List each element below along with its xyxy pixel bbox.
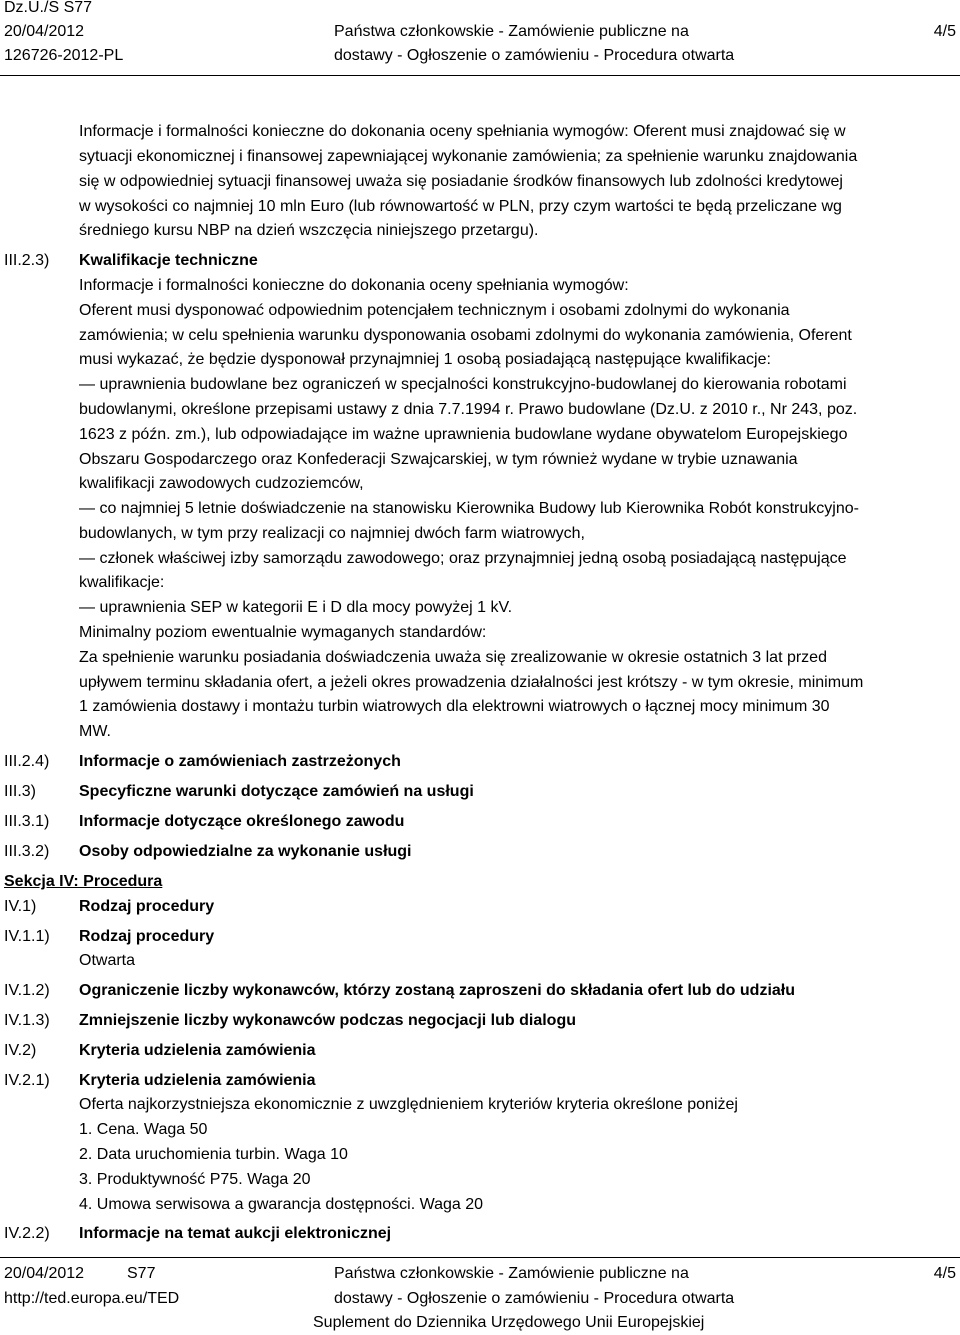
criterion-item: 4. Umowa serwisowa a gwarancja dostępności. Waga 20 — [79, 1196, 484, 1213]
text-line: — co najmniej 5 letnie doświadczenie na stanowisku Kierownika Budowy lub Kierownika Robót konstrukcyjno- — [79, 500, 859, 517]
header-rule — [0, 75, 960, 76]
section-iv-heading: Sekcja IV: Procedura — [4, 873, 163, 890]
footer-title-line-1: Państwa członkowskie - Zamówienie publiczne na — [334, 1265, 689, 1282]
section-title: Rodzaj procedury — [79, 928, 215, 945]
footer-date: 20/04/2012 — [4, 1265, 85, 1282]
header-date: 20/04/2012 — [4, 23, 85, 40]
text-line: 1 zamówienia dostawy i montażu turbin wiatrowych dla elektrowni wiatrowych o łącznej mocy minimum 30 — [79, 698, 830, 715]
section-number: IV.2.2) — [4, 1225, 50, 1242]
text-line: MW. — [79, 723, 111, 740]
section-number: IV.1.1) — [4, 928, 50, 945]
section-title: Osoby odpowiedzialne za wykonanie usługi — [79, 843, 412, 860]
section-number: III.3.2) — [4, 843, 50, 860]
criterion-item: 2. Data uruchomienia turbin. Waga 10 — [79, 1146, 348, 1163]
footer-ted-link[interactable]: http://ted.europa.eu/TED — [4, 1290, 180, 1307]
text-line: musi wykazać, że będzie dysponował przynajmniej 1 osobą posiadającą następujące kwalifikacje: — [79, 351, 771, 368]
section-number: III.2.3) — [4, 252, 50, 269]
text-line: Oferent musi dysponować odpowiednim potencjałem technicznym i osobami zdolnymi do wykonania — [79, 302, 790, 319]
section-title: Rodzaj procedury — [79, 898, 215, 915]
section-title: Informacje dotyczące określonego zawodu — [79, 813, 405, 830]
section-number: IV.1.3) — [4, 1012, 50, 1029]
section-title: Kryteria udzielenia zamówienia — [79, 1072, 316, 1089]
footer-page-number: 4/5 — [933, 1265, 956, 1282]
section-title: Specyficzne warunki dotyczące zamówień na usługi — [79, 783, 474, 800]
text-line: — członek właściwej izby samorządu zawodowego; oraz przynajmniej jedną osobą posiadającą następujące — [79, 550, 847, 567]
section-number: IV.2.1) — [4, 1072, 50, 1089]
footer-title-line-2: dostawy - Ogłoszenie o zamówieniu - Procedura otwarta — [334, 1290, 735, 1307]
section-number: III.2.4) — [4, 753, 50, 770]
procedure-type-value: Otwarta — [79, 952, 136, 969]
section-title: Ograniczenie liczby wykonawców, którzy zostaną zaproszeni do składania ofert lub do udziału — [79, 982, 795, 999]
criterion-item: 1. Cena. Waga 50 — [79, 1121, 208, 1138]
section-title: Informacje na temat aukcji elektronicznej — [79, 1225, 392, 1242]
text-line: sytuacji ekonomicznej i finansowej zapewniającej wykonanie zamówienia; za spełnienie warunku znajdowania — [79, 148, 858, 165]
section-title: Kryteria udzielenia zamówienia — [79, 1042, 316, 1059]
header-page-number: 4/5 — [933, 23, 956, 40]
section-title: Kwalifikacje techniczne — [79, 252, 258, 269]
text-line: budowlanych, w tym przy realizacji co najmniej dwóch farm wiatrowych, — [79, 525, 585, 542]
criterion-item: 3. Produktywność P75. Waga 20 — [79, 1171, 311, 1188]
text-line: Obszaru Gospodarczego oraz Konfederacji Szwajcarskiej, w tym również wydane w trybie uznawania — [79, 451, 798, 468]
section-number: III.3) — [4, 783, 37, 800]
text-line: Informacje i formalności konieczne do dokonania oceny spełniania wymogów: — [79, 277, 629, 294]
text-line: Informacje i formalności konieczne do dokonania oceny spełniania wymogów: Oferent musi znajdować się w — [79, 123, 846, 140]
section-number: IV.1.2) — [4, 982, 50, 999]
section-number: IV.2) — [4, 1042, 37, 1059]
section-title: Informacje o zamówieniach zastrzeżonych — [79, 753, 401, 770]
text-line: w wysokości co najmniej 10 mln Euro (lub równowartość w PLN, przy czym wartości te będą przeliczane wg — [79, 198, 842, 215]
text-line: Minimalny poziom ewentualnie wymaganych standardów: — [79, 624, 487, 641]
footer-rule — [0, 1257, 960, 1258]
text-line: kwalifikacji zawodowych cudzoziemców, — [79, 475, 364, 492]
section-number: IV.1) — [4, 898, 37, 915]
text-line: 1623 z późn. zm.), lub odpowiadające im ważne uprawnienia budowlane wydane obywatelom Europejskiego — [79, 426, 848, 443]
text-line: kwalifikacje: — [79, 574, 165, 591]
section-title: Zmniejszenie liczby wykonawców podczas negocjacji lub dialogu — [79, 1012, 576, 1029]
footer-supplement: Suplement do Dziennika Urzędowego Unii Europejskiej — [313, 1314, 705, 1331]
header-title-line-2: dostawy - Ogłoszenie o zamówieniu - Procedura otwarta — [334, 47, 735, 64]
text-line: się w odpowiedniej sytuacji finansowej uważa się posiadanie środków finansowych lub zdolności kredytowej — [79, 173, 843, 190]
footer-series: S77 — [127, 1265, 156, 1282]
text-line: zamówienia; w celu spełnienia warunku dysponowania osobami zdolnymi do wykonania zamówienia, Oferent — [79, 327, 852, 344]
text-line: upływem terminu składania ofert, a jeżeli okres prowadzenia działalności jest krótszy - w tym okresie, minimum — [79, 674, 864, 691]
text-line: Za spełnienie warunku posiadania doświadczenia uważa się zrealizowanie w okresie ostatnich 3 lat przed — [79, 649, 827, 666]
header-title-line-1: Państwa członkowskie - Zamówienie publiczne na — [334, 23, 689, 40]
header-notice-id: 126726-2012-PL — [4, 47, 124, 64]
text-line: — uprawnienia budowlane bez ograniczeń w specjalności konstrukcyjno-budowlanej do kierowania robotami — [79, 376, 847, 393]
header-journal-ref: Dz.U./S S77 — [4, 0, 93, 16]
text-line: średniego kursu NBP na dzień wszczęcia niniejszego przetargu). — [79, 222, 539, 239]
text-line: budowlanymi, określone przepisami ustawy z dnia 7.7.1994 r. Prawo budowlane (Dz.U. z 2010 r., Nr 243, poz. — [79, 401, 858, 418]
text-line: Oferta najkorzystniejsza ekonomicznie z uwzględnieniem kryteriów kryteria określone poniżej — [79, 1096, 738, 1113]
section-number: III.3.1) — [4, 813, 50, 830]
text-line: — uprawnienia SEP w kategorii E i D dla mocy powyżej 1 kV. — [79, 599, 513, 616]
